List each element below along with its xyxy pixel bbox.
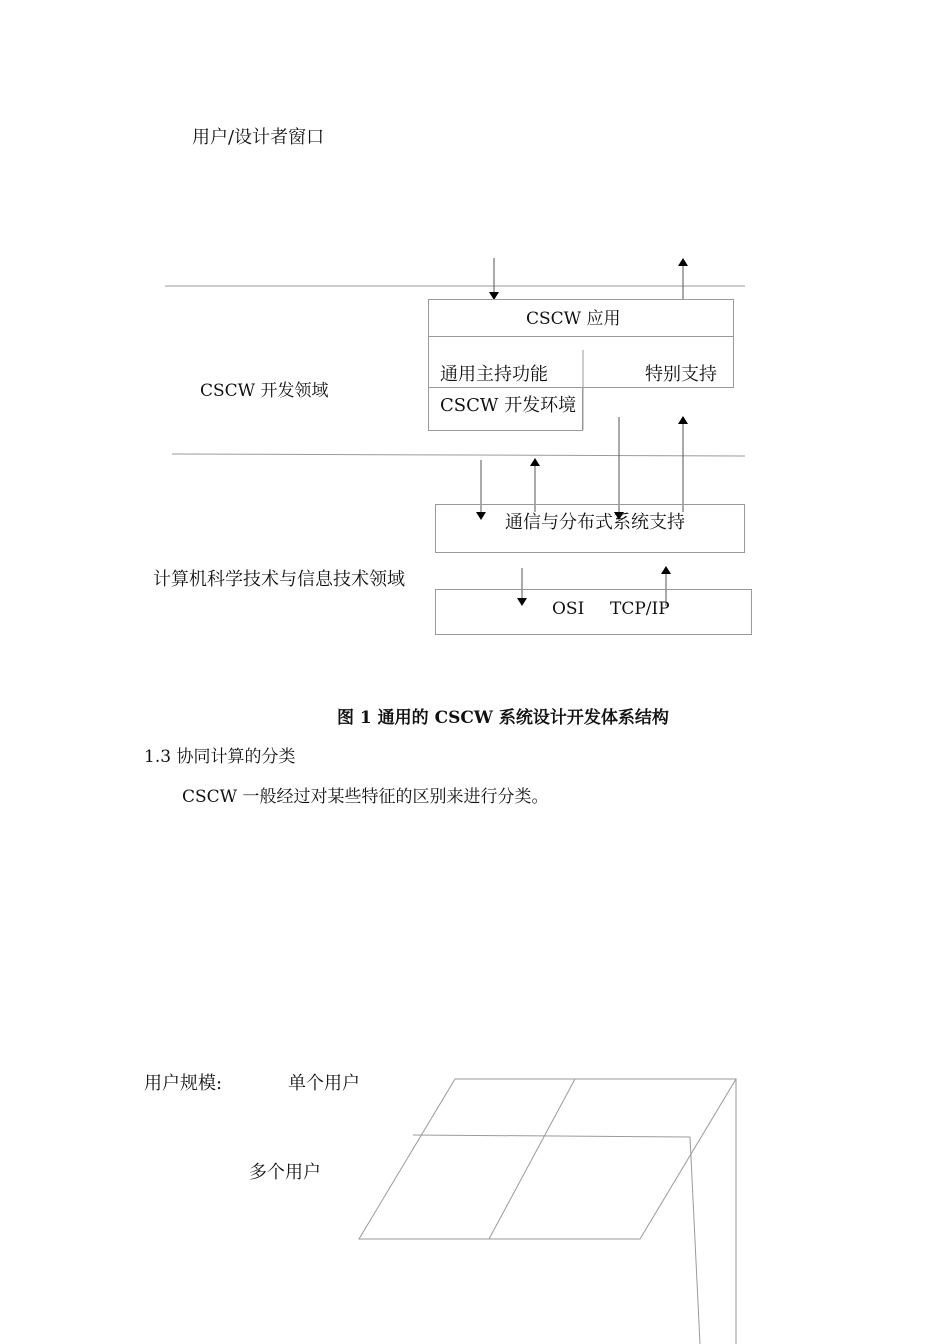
tcpip-label: TCP/IP: [610, 599, 670, 619]
osi-label: OSI: [552, 599, 585, 619]
figure-caption: 图 1 通用的 CSCW 系统设计开发体系结构: [337, 708, 669, 728]
grid-midline-v: [489, 1079, 575, 1239]
dev-env-label: CSCW 开发环境: [440, 395, 577, 416]
grid-edge-right: [690, 1137, 700, 1344]
grid-midline-h: [413, 1135, 690, 1137]
protocol-box: [435, 589, 752, 635]
section-body: CSCW 一般经过对某些特征的区别来进行分类。: [182, 787, 549, 807]
cscw-app-label: CSCW 应用: [526, 309, 621, 329]
dev-domain-label: CSCW 开发领域: [200, 381, 329, 401]
general-support-label: 通用主持功能: [440, 364, 548, 385]
comm-label: 通信与分布式系统支持: [505, 512, 685, 533]
section-heading: 1.3 协同计算的分类: [144, 747, 296, 767]
special-support-label: 特别支持: [645, 364, 717, 385]
separator-bottom: [172, 454, 745, 456]
single-user-label: 单个用户: [288, 1073, 360, 1094]
user-window-label: 用户/设计者窗口: [192, 127, 325, 148]
user-scale-label: 用户规模:: [144, 1073, 223, 1094]
cs-domain-label: 计算机科学技术与信息技术领域: [153, 569, 405, 590]
user-scale-grid: [359, 1079, 736, 1239]
multi-user-label: 多个用户: [249, 1162, 321, 1183]
